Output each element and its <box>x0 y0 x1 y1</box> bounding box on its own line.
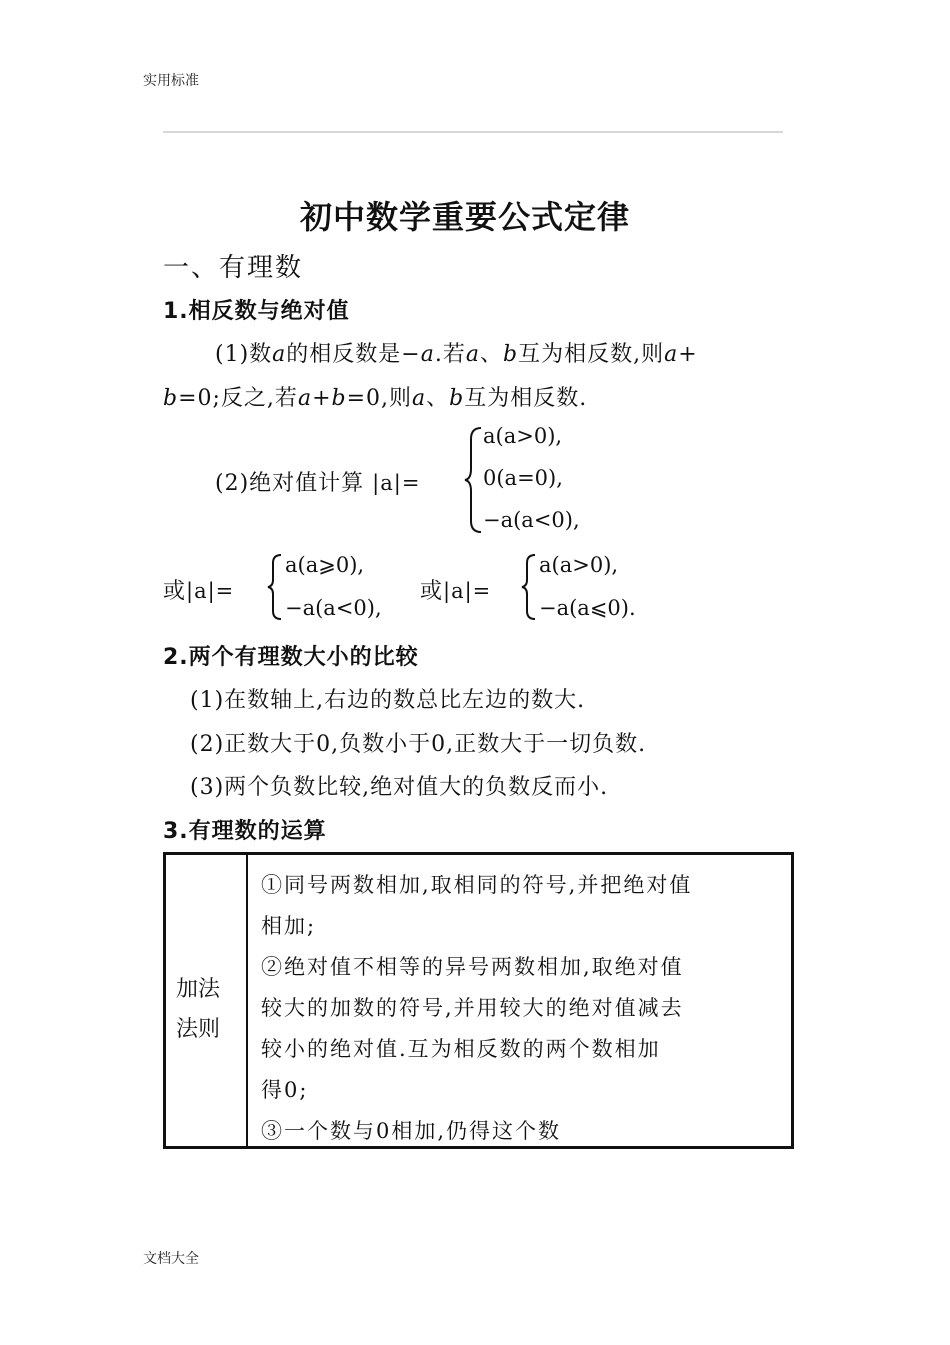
piecewise-case-1: a(a>0), <box>483 424 563 448</box>
rule-line: 相加; <box>261 914 317 938</box>
rule-line: ②绝对值不相等的异号两数相加,取绝对值 <box>261 955 684 979</box>
subsection-heading-1: 1.相反数与绝对值 <box>163 299 350 324</box>
rule-line: ①同号两数相加,取相同的符号,并把绝对值 <box>261 873 693 897</box>
piecewise-case-2: 0(a=0), <box>483 466 563 490</box>
rule-line: 得0; <box>261 1078 309 1102</box>
label-line-1: 加法 <box>176 977 221 1002</box>
paragraph-1-line-1: (1)数a的相反数是−a.若a、b互为相反数,则a+ <box>215 342 698 367</box>
alt-form-2-case-2: −a(a⩽0). <box>539 596 636 620</box>
piecewise-case-3: −a(a<0), <box>483 508 580 532</box>
document-title: 初中数学重要公式定律 <box>300 198 631 236</box>
section-heading: 一、有理数 <box>163 253 304 283</box>
comparison-rule-2: (2)正数大于0,负数小于0,正数大于一切负数. <box>190 732 647 757</box>
piecewise-brace-3 <box>520 553 538 621</box>
alt-form-1-case-1: a(a⩾0), <box>285 553 365 577</box>
subsection-heading-3: 3.有理数的运算 <box>163 819 327 844</box>
alt-form-1-label: 或|a|= <box>163 579 235 604</box>
table-divider <box>246 855 248 1146</box>
piecewise-brace-2 <box>266 553 284 621</box>
addition-rules-table <box>163 852 794 1149</box>
rule-line: ③一个数与0相加,仍得这个数 <box>261 1119 562 1143</box>
alt-form-2-case-1: a(a>0), <box>539 553 619 577</box>
table-row-label <box>176 970 238 1050</box>
table-rules-cell <box>261 865 781 1152</box>
subsection-heading-2: 2.两个有理数大小的比较 <box>163 645 419 670</box>
rule-line: 较小的绝对值.互为相反数的两个数相加 <box>261 1037 661 1061</box>
rule-line: 较大的加数的符号,并用较大的绝对值减去 <box>261 996 684 1020</box>
alt-form-1-case-2: −a(a<0), <box>285 596 382 620</box>
comparison-rule-3: (3)两个负数比较,绝对值大的负数反而小. <box>190 775 609 800</box>
label-line-2: 法则 <box>176 1017 221 1042</box>
page-footer-label: 文档大全 <box>143 1251 199 1267</box>
abs-value-label: (2)绝对值计算 |a|= <box>215 471 421 496</box>
alt-form-2-label: 或|a|= <box>420 579 492 604</box>
paragraph-1-line-2: b=0;反之,若a+b=0,则a、b互为相反数. <box>163 386 588 411</box>
page-header-label: 实用标准 <box>143 73 199 89</box>
piecewise-brace-1 <box>463 425 485 535</box>
comparison-rule-1: (1)在数轴上,右边的数总比左边的数大. <box>190 688 586 713</box>
scan-artifact <box>163 131 783 133</box>
